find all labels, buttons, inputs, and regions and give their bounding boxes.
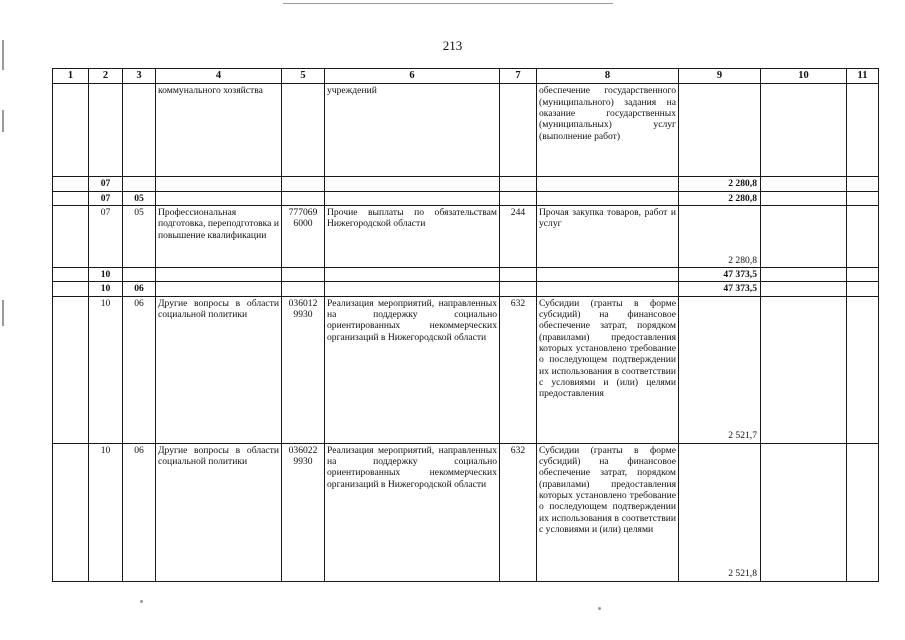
column-header: 2: [89, 69, 123, 84]
cell-col5: [282, 177, 325, 191]
cell-col5: [282, 84, 325, 177]
table-header-row: [53, 69, 879, 84]
cell-col8: Прочая закупка товаров, работ и услуг: [537, 206, 679, 268]
column-header: 1: [53, 69, 89, 84]
table-row: [53, 191, 879, 205]
cell-col9: [679, 84, 761, 177]
cell-col1: [53, 177, 89, 191]
cell-col4: [156, 177, 282, 191]
page-number: 213: [442, 38, 463, 53]
cell-col9: 2 521,8: [679, 443, 761, 581]
scan-edge-mark: [2, 110, 4, 132]
cell-col3: [123, 84, 156, 177]
cell-col4: Другие вопросы в области социальной политики: [156, 443, 282, 581]
cell-col1: [53, 282, 89, 296]
cell-col10: [761, 443, 847, 581]
budget-table: [52, 68, 879, 582]
cell-col9: 2 280,8: [679, 191, 761, 205]
cell-col9: 47 373,5: [679, 282, 761, 296]
cell-col6: [325, 177, 500, 191]
cell-col9: 2 521,7: [679, 296, 761, 443]
cell-col3: 05: [123, 206, 156, 268]
cell-col4: Профессиональная подготовка, переподготовка и повышение квалификации: [156, 206, 282, 268]
cell-col3: 05: [123, 191, 156, 205]
column-header: 11: [847, 69, 879, 84]
cell-col11: [847, 84, 879, 177]
cell-col8: Субсидии (гранты в форме субсидий) на финансовое обеспечение затрат, порядком (правилами) предоставления которых установлено требование о последующем подтверждении их использования в соответствии с условиями и (или) целями предоставления: [537, 296, 679, 443]
cell-col1: [53, 84, 89, 177]
cell-col1: [53, 268, 89, 282]
cell-col6: [325, 191, 500, 205]
cell-col7: [500, 177, 537, 191]
scan-top-rule: [283, 3, 613, 4]
cell-col8: Субсидии (гранты в форме субсидий) на финансовое обеспечение затрат, порядком (правилами) предоставления которых установлено требование о последующем подтверждении их использования в соответствии с условиями и (или) целями: [537, 443, 679, 581]
cell-col11: [847, 268, 879, 282]
cell-col10: [761, 206, 847, 268]
column-header: 5: [282, 69, 325, 84]
cell-col2: 10: [89, 443, 123, 581]
cell-col5: 036022 9930: [282, 443, 325, 581]
cell-col9: 2 280,8: [679, 206, 761, 268]
cell-col2: 07: [89, 206, 123, 268]
column-header: 4: [156, 69, 282, 84]
cell-col6: Реализация мероприятий, направленных на поддержку социально ориентированных некоммерческих организаций в Нижегородской области: [325, 443, 500, 581]
cell-col5: [282, 268, 325, 282]
cell-col1: [53, 191, 89, 205]
table-row: [53, 84, 879, 177]
cell-col10: [761, 282, 847, 296]
cell-col6: Реализация мероприятий, направленных на поддержку социально ориентированных некоммерческих организаций в Нижегородской области: [325, 296, 500, 443]
cell-col11: [847, 296, 879, 443]
cell-col10: [761, 84, 847, 177]
cell-col4: [156, 282, 282, 296]
cell-col7: 244: [500, 206, 537, 268]
cell-col7: [500, 268, 537, 282]
cell-col9: 2 280,8: [679, 177, 761, 191]
cell-col9: 47 373,5: [679, 268, 761, 282]
cell-col2: 10: [89, 282, 123, 296]
cell-col4: Другие вопросы в области социальной политики: [156, 296, 282, 443]
cell-col7: 632: [500, 443, 537, 581]
cell-col2: 07: [89, 191, 123, 205]
table-row: [53, 177, 879, 191]
cell-col2: 07: [89, 177, 123, 191]
cell-col3: [123, 177, 156, 191]
cell-col10: [761, 177, 847, 191]
cell-col10: [761, 296, 847, 443]
cell-col5: [282, 282, 325, 296]
scan-dot: [140, 600, 143, 603]
cell-col3: 06: [123, 282, 156, 296]
cell-col8: [537, 177, 679, 191]
cell-col8: обеспечение государственного (муниципального) задания на оказание государственных (муниципальных) услуг (выполнение работ): [537, 84, 679, 177]
table-row: [53, 206, 879, 268]
column-header: 8: [537, 69, 679, 84]
cell-col7: [500, 282, 537, 296]
table-row: [53, 282, 879, 296]
cell-col4: [156, 268, 282, 282]
table-row: [53, 268, 879, 282]
cell-col10: [761, 268, 847, 282]
cell-col6: [325, 268, 500, 282]
cell-col5: [282, 191, 325, 205]
cell-col8: [537, 268, 679, 282]
cell-col1: [53, 443, 89, 581]
cell-col11: [847, 443, 879, 581]
cell-col8: [537, 282, 679, 296]
cell-col5: 036012 9930: [282, 296, 325, 443]
cell-col4: [156, 191, 282, 205]
column-header: 7: [500, 69, 537, 84]
cell-col11: [847, 282, 879, 296]
cell-col5: 777069 6000: [282, 206, 325, 268]
table-row: [53, 443, 879, 581]
cell-col4: коммунального хозяйства: [156, 84, 282, 177]
scan-dot: [598, 607, 601, 610]
cell-col3: [123, 268, 156, 282]
column-header: 9: [679, 69, 761, 84]
cell-col8: [537, 191, 679, 205]
cell-col11: [847, 191, 879, 205]
cell-col6: Прочие выплаты по обязательствам Нижегородской области: [325, 206, 500, 268]
cell-col11: [847, 206, 879, 268]
scan-edge-mark: [2, 300, 4, 326]
cell-col7: [500, 84, 537, 177]
cell-col3: 06: [123, 443, 156, 581]
cell-col2: [89, 84, 123, 177]
cell-col6: [325, 282, 500, 296]
cell-col2: 10: [89, 268, 123, 282]
cell-col6: учреждений: [325, 84, 500, 177]
cell-col11: [847, 177, 879, 191]
cell-col3: 06: [123, 296, 156, 443]
table-row: [53, 296, 879, 443]
column-header: 10: [761, 69, 847, 84]
column-header: 6: [325, 69, 500, 84]
cell-col1: [53, 296, 89, 443]
cell-col1: [53, 206, 89, 268]
cell-col10: [761, 191, 847, 205]
column-header: 3: [123, 69, 156, 84]
cell-col2: 10: [89, 296, 123, 443]
cell-col7: [500, 191, 537, 205]
cell-col7: 632: [500, 296, 537, 443]
